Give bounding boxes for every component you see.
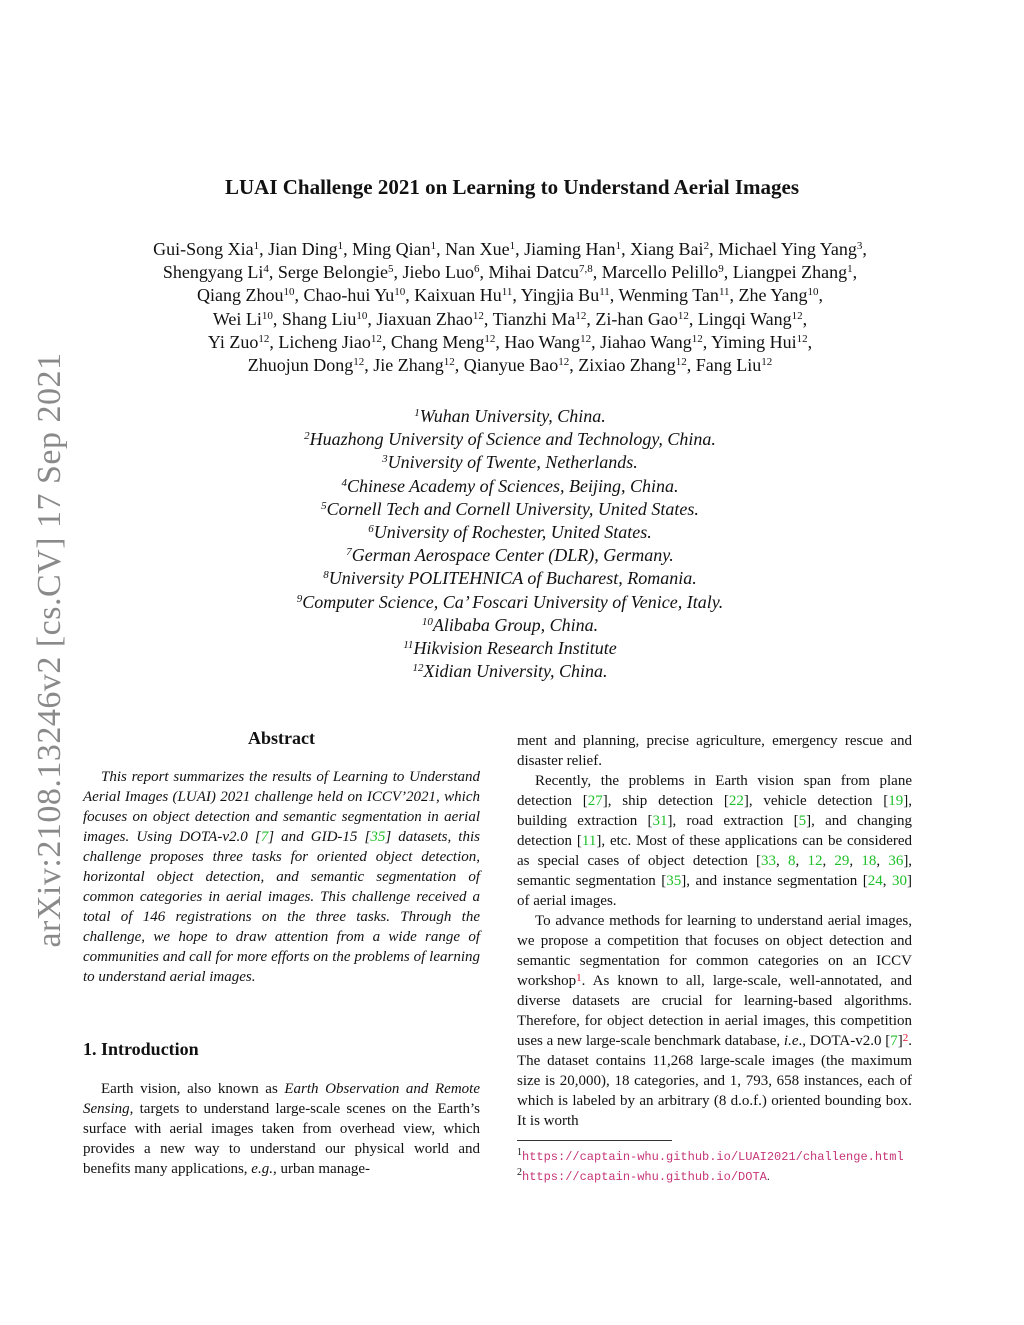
body-text: ], building extraction [ [517,793,912,829]
citation-link[interactable]: 22 [728,793,744,809]
author-sep: , [381,331,391,352]
author-line [80,308,940,331]
left-column [83,728,480,1179]
author-line [80,331,940,354]
footnote-number: 2 [517,1167,522,1178]
author-sep: , [592,262,602,283]
author-name: Gui-Song Xia [153,239,254,259]
body-text: . As known to all, large-scale, well-annotated, and diverse datasets are crucial for learning-based algorithms. Therefore, for object detection in aerial images, this competition uses a new large-scale benchmark database, [517,973,912,1049]
citation-link[interactable]: 7 [260,829,269,845]
footnote [517,1145,912,1165]
author-sep: , [405,285,415,306]
author-sep: , [723,262,733,283]
emphasis-text: Earth Observation and Remote Sensing [83,1081,480,1117]
body-text: ], and changing detection [ [517,813,912,849]
citation-link[interactable]: 36 [888,853,904,869]
author-name: Michael Ying Yang [718,239,857,259]
author-affil-mark: 9 [718,263,724,276]
intro-paragraph [83,1079,480,1179]
arxiv-identifier-sidebar [30,352,70,948]
body-text: , targets to understand large-scale scenes on the Earth’s surface with aerial images taken from overhead view, which provides a new way to understand our physical world and benefits many applications, [83,1101,480,1177]
author-sep: , [495,331,505,352]
citation-link[interactable]: 29 [834,853,850,869]
affiliation-text: German Aerospace Center (DLR), Germany. [351,545,674,566]
author-sep: , [569,355,579,376]
author-affil-mark: 12 [580,332,592,345]
author-sep: , [862,239,867,259]
affiliation [80,405,940,428]
author-sep: , [269,331,279,352]
citation-link[interactable]: 35 [666,873,682,889]
affiliation-text: University POLITEHNICA of Bucharest, Romania. [328,568,697,589]
author-name: Qianyue Bao [463,355,559,376]
author-name: Hao Wang [504,331,581,352]
author-sep: , [586,308,596,329]
author-name: Zi-han Gao [595,308,678,329]
body-text: ., DOTA-v2.0 [ [798,1033,891,1049]
body-paragraph [517,771,912,911]
arxiv-identifier-text: arXiv:2108.13246v2 [cs.CV] 17 Sep 2021 [31,352,68,948]
author-sep: , [702,331,712,352]
footnote-divider [517,1140,672,1141]
body-text: , [882,873,893,889]
affiliation [80,475,940,498]
affiliation-number: 2 [304,430,310,443]
author-name: Wenming Tan [618,285,719,306]
author-sep: , [294,285,304,306]
footnote-link[interactable]: 1 [576,972,582,984]
citation-link[interactable]: 7 [890,1033,898,1049]
author-name: Chang Meng [390,331,485,352]
body-text: ] [897,1033,903,1049]
affiliation-text: Huazhong University of Science and Technology, China. [309,429,716,450]
author-affil-mark: 12 [691,332,703,345]
author-sep: , [259,239,269,259]
emphasis-text: e.g. [251,1161,273,1177]
author-sep: , [591,331,601,352]
author-sep: , [272,308,282,329]
author-affil-mark: 1 [253,240,260,252]
author-name: Xiang Bai [630,239,704,259]
affiliation-number: 3 [382,453,388,466]
affiliation-text: University of Twente, Netherlands. [387,452,638,473]
affiliation-text: Computer Science, Ca’ Foscari University of Venice, Italy. [302,591,724,612]
author-name: Chao-hui Yu [303,285,395,306]
affiliation-number: 4 [341,476,347,489]
affiliation-number: 11 [403,639,414,652]
citation-link[interactable]: 5 [798,813,807,829]
author-name: Jiaxuan Zhao [376,308,473,329]
author-sep: , [688,308,698,329]
citation-link[interactable]: 18 [861,853,877,869]
section-heading-introduction: 1. Introduction [83,1039,199,1059]
paper-title: LUAI Challenge 2021 on Learning to Understand Aerial Images [224,175,800,199]
author-name: Licheng Jiao [278,331,371,352]
citation-link[interactable]: 27 [587,793,603,809]
body-text: , [776,853,788,869]
author-affil-mark: 12 [796,332,808,345]
author-name: Yi Zuo [207,331,259,352]
body-text: ], and instance segmentation [ [681,873,868,889]
author-affil-mark: 10 [394,286,406,299]
author-name: Kaixuan Hu [414,285,502,306]
author-sep: , [818,285,824,306]
author-affil-mark: 1 [430,240,437,252]
body-text: ], semantic segmentation [ [517,853,913,889]
author-sep: , [709,239,719,259]
author-affil-mark: 12 [484,332,496,345]
footnote-link[interactable]: 2 [902,1032,909,1044]
affiliation [80,567,940,590]
author-name: Jiaming Han [524,239,616,259]
author-sep: , [479,262,489,283]
emphasis-text: i.e [783,1033,799,1049]
affiliation-text: Alibaba Group, China. [432,614,599,635]
author-sep: , [515,239,525,259]
body-text: , urban manage- [272,1161,371,1177]
affiliation [80,544,940,567]
body-text: ], ship detection [ [602,793,729,809]
author-affil-mark: 12 [353,356,365,369]
author-sep: , [621,239,631,259]
affiliation-text: University of Rochester, United States. [373,522,652,543]
body-text: , [795,853,808,869]
affiliation [80,660,940,683]
right-column [517,731,912,1131]
author-name: Ming Qian [352,239,431,259]
affiliation-text: Cornell Tech and Cornell University, United States. [326,498,699,519]
author-affil-mark: 12 [575,309,587,322]
citation-link[interactable]: 19 [888,793,904,809]
author-affil-mark: 11 [599,286,610,299]
author-name: Fang Liu [695,355,762,376]
author-name: Qiang Zhou [196,285,284,306]
affiliation [80,591,940,614]
author-list [80,238,940,377]
body-text: ], etc. Most of these applications can be considered as special cases of object detection [ [517,833,913,869]
affiliation-text: Wuhan University, China. [419,406,606,426]
affiliation-number: 10 [421,615,433,628]
author-affil-mark: 10 [261,309,273,322]
affiliation-number: 5 [321,499,327,512]
author-affil-mark: 6 [473,263,480,276]
affiliation-text: Xidian University, China. [423,661,608,682]
citation-link[interactable]: 30 [892,873,908,889]
citation-link[interactable]: 8 [788,853,796,869]
author-name: Nan Xue [445,239,510,259]
author-affil-mark: 1 [337,240,344,252]
author-sep: , [393,262,403,283]
author-affil-mark: 2 [703,240,710,252]
author-affil-mark: 11 [501,286,513,299]
author-sep: , [483,308,493,329]
author-affil-mark: 4 [263,263,269,276]
affiliation-number: 6 [368,523,374,536]
author-affil-mark: 12 [791,309,803,322]
abstract-text: This report summarizes the results of Learning to Understand Aerial Images (LUAI) 2021 challenge held on ICCV’2021, which focuses on object detection and semantic segmentation in aerial images. Using DOTA-v2.0 [ [83,769,480,845]
body-text: , [876,853,889,869]
author-name: Lingqi Wang [697,308,792,329]
affiliation-text: Chinese Academy of Sciences, Beijing, China. [346,475,679,496]
author-name: Jian Ding [268,239,338,259]
body-paragraph: ment and planning, precise agriculture, emergency rescue and disaster relief. [517,733,912,769]
affiliation-number: 1 [414,407,420,419]
affiliation [80,637,940,660]
author-affil-mark: 10 [283,286,295,299]
body-text: ], road extraction [ [667,813,799,829]
footnote-number: 1 [517,1147,522,1158]
author-sep: , [364,355,374,376]
abstract-paragraph [83,767,480,987]
abstract-text: ] and GID-15 [ [268,829,371,845]
body-text: ] of aerial images. [517,873,913,909]
author-line [80,261,940,284]
author-sep: , [268,262,278,283]
abstract-text: ] datasets, this challenge proposes three tasks for oriented object detection, horizontal object detection, and semantic segmentation of common categories in aerial images. This challenge received a total of 146 registrations on the three tasks. Through the challenge, we hope to draw attention from a wide range of communities and call for more efforts on the problems of learning to understand aerial images. [83,829,480,985]
author-name: Zhe Yang [738,285,808,306]
author-name: Zixiao Zhang [578,355,676,376]
author-name: Wei Li [212,308,262,329]
footnote [517,1165,912,1185]
author-affil-mark: 12 [370,332,382,345]
author-sep: , [802,308,808,329]
author-line [80,284,940,307]
affiliation [80,614,940,637]
abstract-heading: Abstract [248,728,315,748]
author-name: Mihai Datcu [488,262,579,283]
author-sep: , [436,239,446,259]
body-text: , [849,853,862,869]
author-affil-mark: 12 [258,332,270,345]
author-affil-mark: 10 [356,309,368,322]
author-affil-mark: 1 [615,240,622,252]
affiliation [80,521,940,544]
body-text: , [822,853,835,869]
body-text: ], vehicle detection [ [743,793,889,809]
author-sep: , [367,308,377,329]
citation-link[interactable]: 35 [370,829,386,845]
author-affil-mark: 5 [387,263,394,276]
author-sep: , [686,355,696,376]
author-name: Liangpei Zhang [732,262,848,283]
author-name: Marcello Pelillo [601,262,719,283]
author-sep: , [512,285,521,306]
author-name: Jie Zhang [373,355,444,376]
citation-link[interactable]: 33 [761,853,777,869]
affiliation-number: 8 [323,569,329,582]
author-affil-mark: 12 [443,356,455,369]
author-sep: , [807,331,813,352]
affiliation-number: 9 [296,592,303,605]
footnote-tail: . [766,1169,770,1183]
affiliation-number: 12 [412,662,424,675]
author-affil-mark: 7,8 [578,263,593,276]
footnote-url-link[interactable]: https://captain-whu.github.io/LUAI2021/challenge.html [522,1150,904,1164]
author-line [80,238,940,261]
author-affil-mark: 10 [807,286,819,299]
citation-link[interactable]: 11 [581,833,597,849]
author-name: Zhuojun Dong [247,355,354,376]
author-line [80,354,940,377]
author-sep: , [852,262,858,283]
author-affil-mark: 3 [856,240,863,252]
author-name: Shengyang Li [162,262,264,283]
body-text: Earth vision, also known as [101,1081,285,1097]
author-affil-mark: 1 [847,263,853,276]
footnote-url-link[interactable]: https://captain-whu.github.io/DOTA [522,1170,767,1184]
author-affil-mark: 11 [718,286,730,299]
author-sep: , [729,285,739,306]
citation-link[interactable]: 12 [807,853,823,869]
author-name: Yingjia Bu [520,285,600,306]
author-name: Tianzhi Ma [492,308,576,329]
author-sep: , [609,285,619,306]
affiliation [80,451,940,474]
author-affil-mark: 12 [558,356,570,369]
author-affil-mark: 1 [509,240,516,252]
body-paragraph [517,911,912,1131]
author-name: Jiahao Wang [600,331,692,352]
body-text: . The dataset contains 11,268 large-scale images (the maximum size is 20,000), 18 categories, and 1, 793, 658 instances, each of which is labeled by an arbitrary (8 d.o.f.) oriented bounding box. It is worth [517,1033,913,1129]
body-text: To advance methods for learning to understand aerial images, we propose a competition that focuses on object detection and semantic segmentation for common categories on an ICCV workshop [517,913,912,989]
affiliation-text: Hikvision Research Institute [413,638,617,659]
author-name: Jiebo Luo [402,262,474,283]
affiliation-list [80,405,940,683]
citation-link[interactable]: 31 [652,813,668,829]
author-name: Shang Liu [281,308,357,329]
author-sep: , [343,239,353,259]
citation-link[interactable]: 24 [867,873,883,889]
author-affil-mark: 12 [675,356,687,369]
author-name: Yiming Hui [711,331,797,352]
author-name: Serge Belongie [277,262,388,283]
author-affil-mark: 12 [472,309,484,322]
author-sep: , [454,355,464,376]
author-affil-mark: 12 [761,356,773,369]
affiliation [80,428,940,451]
author-affil-mark: 12 [677,309,689,322]
affiliation-number: 7 [346,546,352,559]
body-text: Recently, the problems in Earth vision span from plane detection [ [517,773,912,809]
footnotes [517,1140,912,1185]
affiliation [80,498,940,521]
